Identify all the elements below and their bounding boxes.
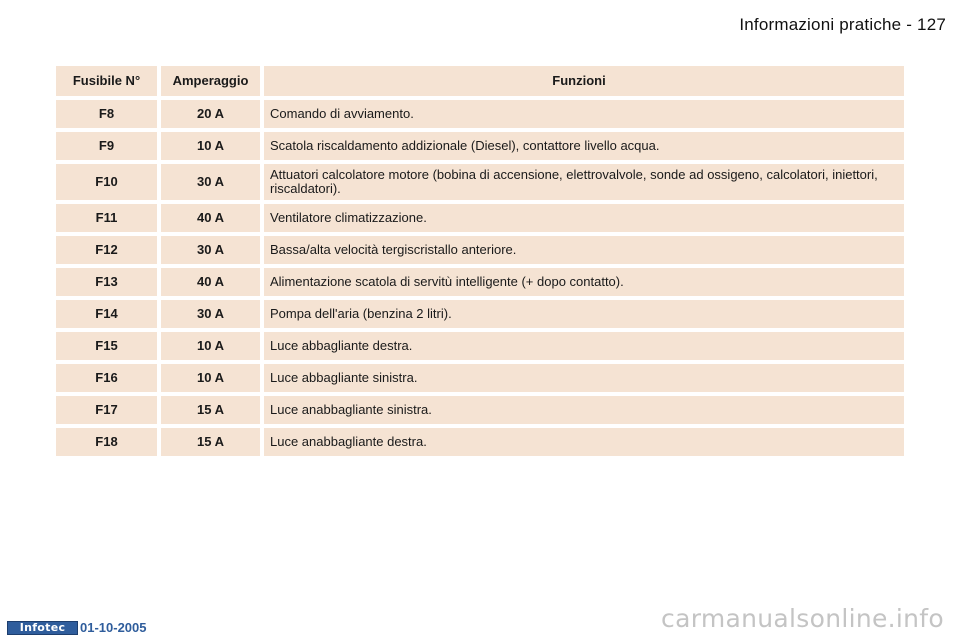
column-header-amperage: Amperaggio <box>161 66 260 96</box>
fuse-function: Luce abbagliante destra. <box>264 332 904 360</box>
table-row <box>56 100 904 128</box>
fuse-amperage: 10 A <box>161 364 260 392</box>
table-row <box>56 364 904 392</box>
fuse-number: F18 <box>56 428 157 456</box>
fuse-number: F13 <box>56 268 157 296</box>
fuse-number: F15 <box>56 332 157 360</box>
fuse-number: F10 <box>56 164 157 200</box>
table-row <box>56 268 904 296</box>
fuse-amperage: 20 A <box>161 100 260 128</box>
fuse-function: Ventilatore climatizzazione. <box>264 204 904 232</box>
table-row <box>56 300 904 328</box>
fuse-number: F12 <box>56 236 157 264</box>
fuse-function: Comando di avviamento. <box>264 100 904 128</box>
column-header-functions: Funzioni <box>264 66 904 96</box>
infotec-logo: Infotec <box>7 621 78 635</box>
fuse-function: Attuatori calcolatore motore (bobina di accensione, elettrovalvole, sonde ad ossigeno, calcolatori, iniettori, riscaldatori). <box>264 164 904 200</box>
fuse-number: F8 <box>56 100 157 128</box>
fuse-amperage: 15 A <box>161 396 260 424</box>
table-row <box>56 204 904 232</box>
fuse-function: Bassa/alta velocità tergiscristallo anteriore. <box>264 236 904 264</box>
fuse-amperage: 15 A <box>161 428 260 456</box>
fuse-amperage: 40 A <box>161 204 260 232</box>
fuse-number: F11 <box>56 204 157 232</box>
column-header-fuse: Fusibile N° <box>56 66 157 96</box>
fuse-function: Alimentazione scatola di servitù intelligente (+ dopo contatto). <box>264 268 904 296</box>
fuse-number: F16 <box>56 364 157 392</box>
table-row <box>56 164 904 200</box>
fuse-table <box>56 66 904 460</box>
fuse-amperage: 10 A <box>161 332 260 360</box>
fuse-function: Luce anabbagliante destra. <box>264 428 904 456</box>
fuse-number: F14 <box>56 300 157 328</box>
fuse-function: Luce anabbagliante sinistra. <box>264 396 904 424</box>
fuse-amperage: 10 A <box>161 132 260 160</box>
table-row <box>56 132 904 160</box>
fuse-amperage: 30 A <box>161 164 260 200</box>
fuse-function: Scatola riscaldamento addizionale (Diesel), contattore livello acqua. <box>264 132 904 160</box>
fuse-function: Luce abbagliante sinistra. <box>264 364 904 392</box>
table-row <box>56 428 904 456</box>
table-header-row <box>56 66 904 96</box>
table-row <box>56 332 904 360</box>
fuse-function: Pompa dell'aria (benzina 2 litri). <box>264 300 904 328</box>
page-title: Informazioni pratiche - 127 <box>739 15 946 34</box>
footer-date: 01-10-2005 <box>80 620 147 635</box>
table-row <box>56 236 904 264</box>
fuse-amperage: 30 A <box>161 300 260 328</box>
fuse-number: F9 <box>56 132 157 160</box>
fuse-amperage: 40 A <box>161 268 260 296</box>
fuse-amperage: 30 A <box>161 236 260 264</box>
fuse-number: F17 <box>56 396 157 424</box>
table-row <box>56 396 904 424</box>
watermark[interactable]: carmanualsonline.info <box>661 604 944 633</box>
